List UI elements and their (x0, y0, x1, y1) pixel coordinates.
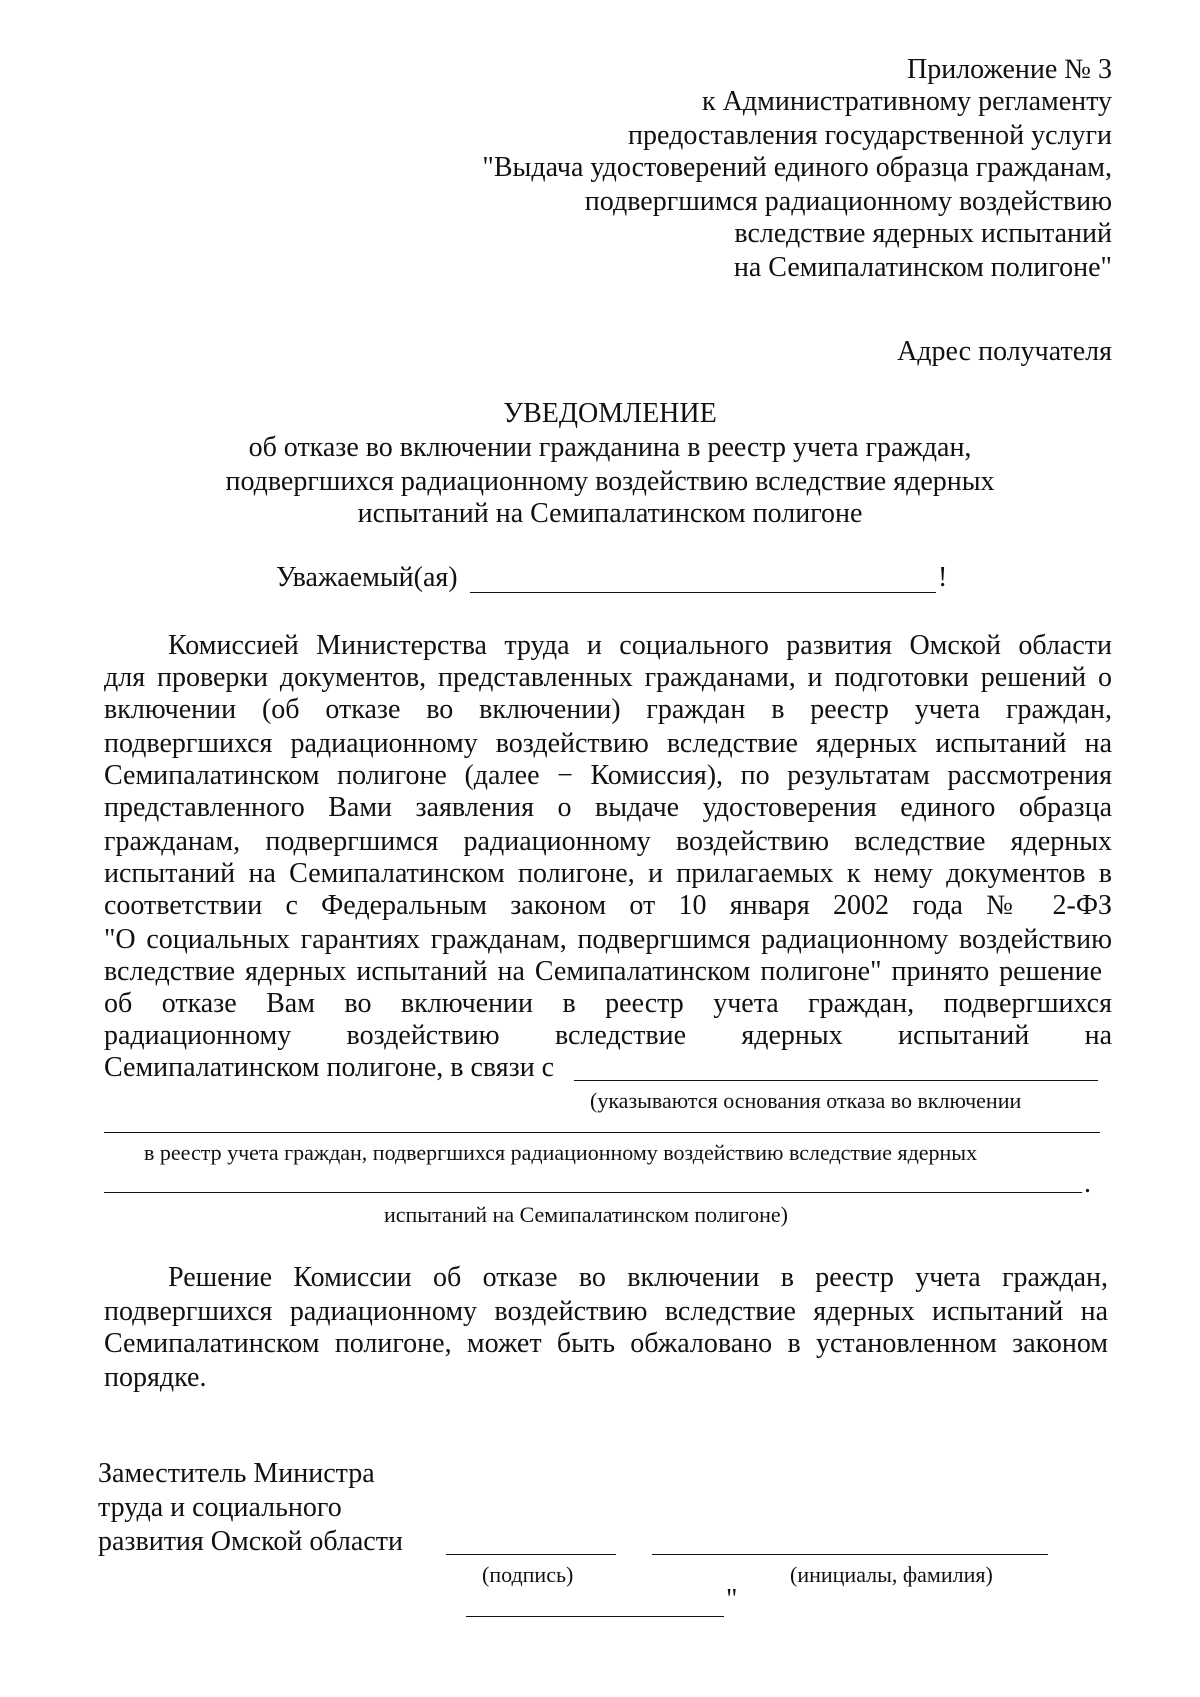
body-line: испытаний на Семипалатинском полигоне, и прилагаемых к нему документов в (104, 858, 1112, 889)
notice-title: УВЕДОМЛЕНИЕ (503, 398, 717, 429)
reason-hint-2: в реестр учета граждан, подвергшихся радиационному воздействию вследствие ядерных (144, 1140, 978, 1165)
reason-hint-1: (указываются основания отказа во включении (590, 1088, 1022, 1113)
reason-blank-3 (104, 1192, 1082, 1193)
header-line-2: к Административному регламенту (702, 86, 1112, 117)
body-line: Семипалатинском полигоне (далее − Комиссия), по результатам рассмотрения (104, 760, 1112, 791)
header-line-4: "Выдача удостоверений единого образца гражданам, (482, 152, 1112, 183)
body-line: для проверки документов, представленных гражданами, и подготовки решений о (104, 662, 1112, 693)
reason-blank-2 (104, 1132, 1100, 1133)
header-line-7: на Семипалатинском полигоне" (733, 252, 1112, 283)
appeal-line: подвергшихся радиационному воздействию вследствие ядерных испытаний на (104, 1296, 1108, 1327)
signature-label: (подпись) (482, 1562, 574, 1587)
recipient-address-label: Адрес получателя (897, 336, 1112, 367)
body-line: соответствии с Федеральным законом от 10 января 2002 года № 2-ФЗ (104, 890, 1112, 921)
reason-blank-1 (574, 1080, 1098, 1081)
body-line: представленного Вами заявления о выдаче удостоверения единого образца (104, 792, 1112, 823)
date-blank (466, 1616, 724, 1617)
body-line: гражданам, подвергшимся радиационному воздействию вследствие ядерных (104, 826, 1112, 857)
signatory-line-1: Заместитель Министра (98, 1458, 375, 1489)
body-line: радиационному воздействию вследствие ядерных испытаний на (104, 1020, 1112, 1051)
recipient-name-blank (470, 592, 936, 593)
date-quote-mark: " (726, 1584, 738, 1615)
reason-hint-3: испытаний на Семипалатинском полигоне) (384, 1202, 788, 1227)
signature-blank (446, 1554, 616, 1555)
notice-subtitle-1: об отказе во включении гражданина в реестр учета граждан, (248, 432, 972, 463)
body-line: "О социальных гарантиях гражданам, подвергшимся радиационному воздействию (104, 924, 1112, 955)
initials-label: (инициалы, фамилия) (790, 1562, 993, 1587)
appeal-line: Решение Комиссии об отказе во включении в реестр учета граждан, (168, 1262, 1108, 1293)
body-line: Комиссией Министерства труда и социального развития Омской области (168, 630, 1112, 661)
signatory-line-2: труда и социального (98, 1492, 342, 1523)
initials-blank (652, 1554, 1048, 1555)
header-line-3: предоставления государственной услуги (628, 120, 1112, 151)
reason-end-period: . (1084, 1168, 1091, 1199)
notice-subtitle-2: подвергшихся радиационному воздействию вследствие ядерных (225, 466, 995, 497)
body-line: об отказе Вам во включении в реестр учета граждан, подвергшихся (104, 988, 1112, 1019)
body-line: вследствие ядерных испытаний на Семипалатинском полигоне" принято решение (104, 956, 1102, 987)
signatory-line-3: развития Омской области (98, 1526, 403, 1557)
salutation-suffix: ! (938, 562, 948, 593)
header-line-6: вследствие ядерных испытаний (734, 218, 1112, 249)
body-line: подвергшихся радиационному воздействию вследствие ядерных испытаний на (104, 728, 1112, 759)
header-line-5: подвергшимся радиационному воздействию (584, 186, 1112, 217)
body-line: включении (об отказе во включении) граждан в реестр учета граждан, (104, 694, 1112, 725)
salutation-prefix: Уважаемый(ая) (276, 562, 458, 593)
appeal-last-line: порядке. (104, 1362, 207, 1393)
appeal-line: Семипалатинском полигоне, может быть обжаловано в установленном законом (104, 1328, 1108, 1359)
notice-subtitle-3: испытаний на Семипалатинском полигоне (357, 498, 863, 529)
body-last-line: Семипалатинском полигоне, в связи с (104, 1052, 555, 1083)
header-line-1: Приложение № 3 (907, 54, 1112, 85)
